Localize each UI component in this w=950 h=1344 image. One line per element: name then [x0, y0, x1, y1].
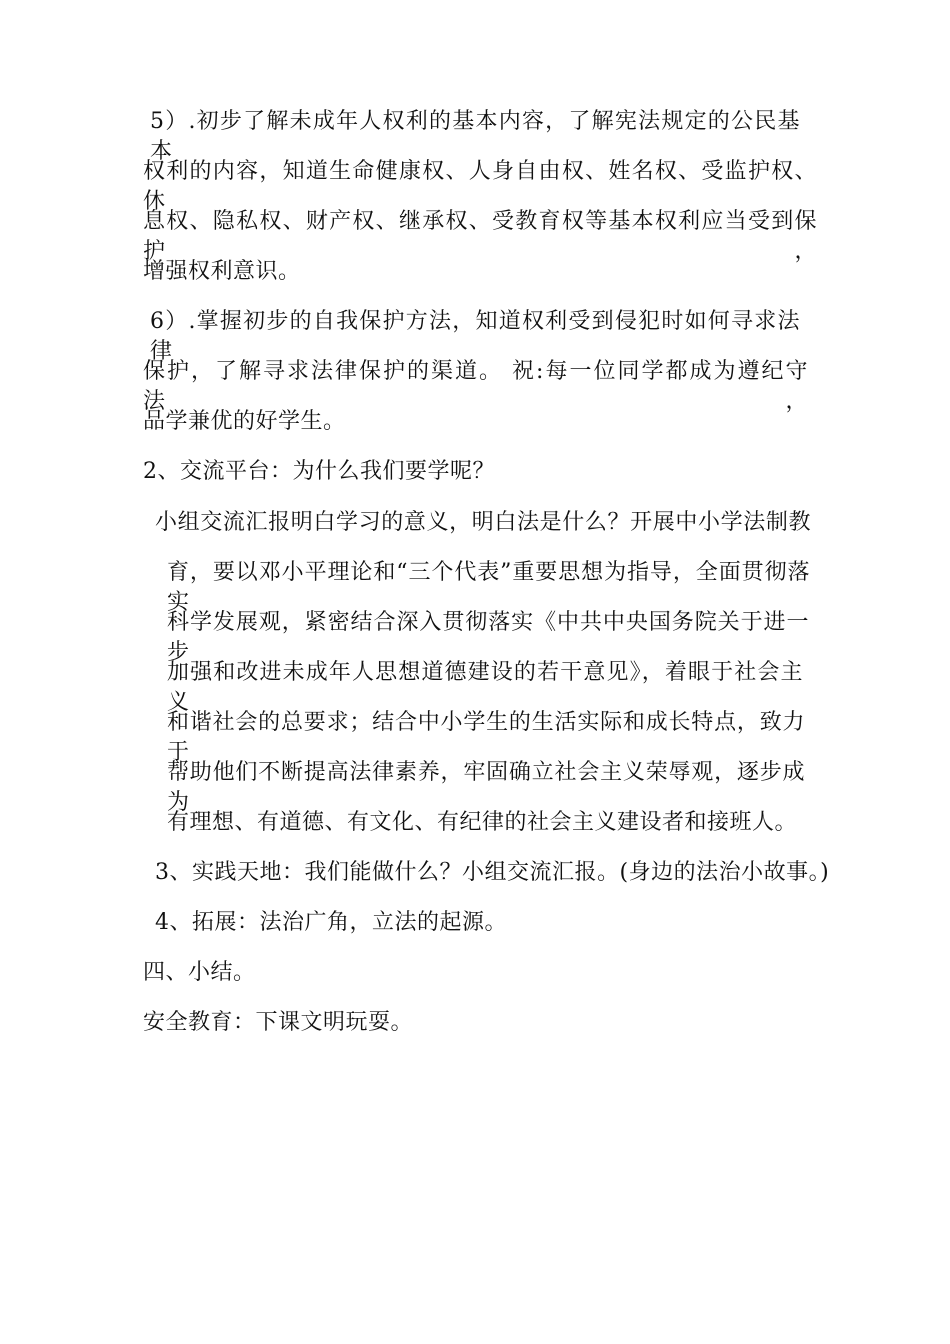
section-2-para-line-5: 和谐社会的总要求；结合中小学生的生活实际和成长特点，致力于 [167, 710, 805, 765]
section-2-heading: 2、交流平台：为什么我们要学呢？ [143, 459, 495, 484]
section-3-line: 3、实践天地：我们能做什么？小组交流汇报。(身边的法治小故事。) [155, 860, 830, 885]
item-6-line-3: 品学兼优的好学生。 [143, 409, 346, 434]
section-4-line: 4、拓展：法治广角，立法的起源。 [155, 910, 507, 935]
item-5-line-3: 息权、隐私权、财产权、继承权、受教育权等基本权利应当受到保护， [143, 209, 817, 264]
section-2-para-line-2: 育，要以邓小平理论和“三个代表”重要思想为指导，全面贯彻落实 [167, 560, 810, 615]
section-2-para-line-6: 帮助他们不断提高法律素养，牢固确立社会主义荣辱观，逐步成为 [167, 760, 805, 815]
item-6-line-2: 保护，了解寻求法律保护的渠道。 祝:每一位同学都成为遵纪守法， [143, 359, 808, 414]
section-2-para-line-1: 小组交流汇报明白学习的意义，明白法是什么？开展中小学法制教 [155, 510, 811, 535]
section-2-para-line-4: 加强和改进未成年人思想道德建设的若干意见》，着眼于社会主义 [167, 660, 803, 715]
item-5-line-4: 增强权利意识。 [143, 259, 301, 284]
summary-heading: 四、小结。 [143, 960, 256, 985]
section-2-para-line-7: 有理想、有道德、有文化、有纪律的社会主义建设者和接班人。 [167, 810, 798, 835]
section-2-para-line-3: 科学发展观，紧密结合深入贯彻落实《中共中央国务院关于进一步 [167, 610, 809, 665]
safety-education-line: 安全教育：下课文明玩耍。 [143, 1010, 414, 1035]
item-5-line-1: 5）.初步了解未成年人权利的基本内容，了解宪法规定的公民基本 [150, 109, 800, 164]
item-5-line-2: 权利的内容，知道生命健康权、人身自由权、姓名权、受监护权、休 [143, 159, 817, 214]
item-6-line-1: 6）.掌握初步的自我保护方法，知道权利受到侵犯时如何寻求法律 [150, 309, 800, 364]
